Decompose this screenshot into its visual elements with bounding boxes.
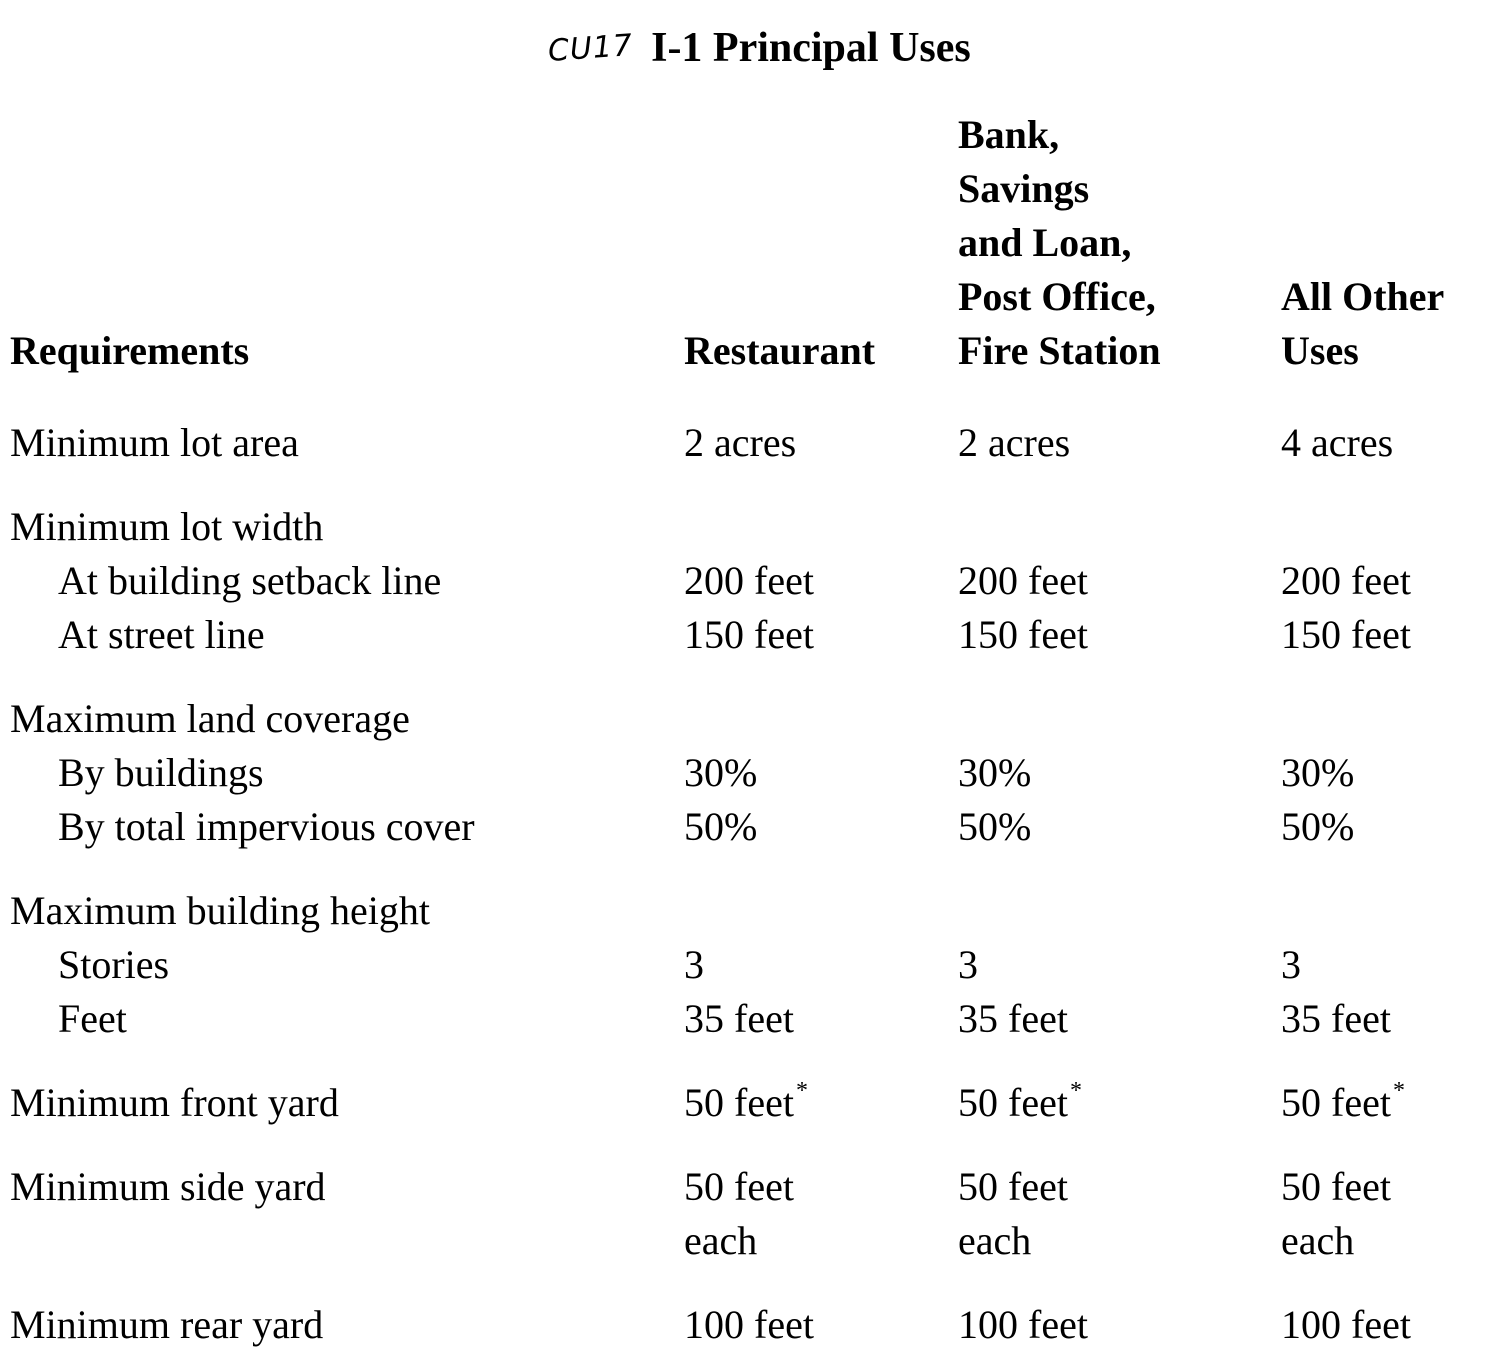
row-label: Stories xyxy=(58,942,170,987)
row-label: Minimum side yard xyxy=(10,1164,326,1209)
cell-restaurant: 50 feet each xyxy=(684,1164,794,1263)
table-row xyxy=(10,1046,1505,1130)
cell-restaurant: 200 feet xyxy=(684,558,814,603)
cell-restaurant xyxy=(684,1046,958,1130)
footnote-mark: * xyxy=(1069,1078,1082,1104)
cell-other: 30% xyxy=(1281,750,1355,795)
table-row xyxy=(10,1268,1505,1352)
table-row xyxy=(10,992,1505,1046)
requirements-table xyxy=(10,108,1505,1352)
row-label: At street line xyxy=(58,612,265,657)
column-header-other: All Other Uses xyxy=(1281,274,1445,373)
cell-other xyxy=(1281,1046,1505,1130)
table-row xyxy=(10,746,1505,800)
cell-value: 50 feet xyxy=(684,1080,794,1125)
cell-other: 50 feet each xyxy=(1281,1164,1391,1263)
row-label: Minimum rear yard xyxy=(10,1302,324,1347)
row-label: At building setback line xyxy=(58,558,442,603)
cell-other: 3 xyxy=(1281,942,1301,987)
cell-other: 35 feet xyxy=(1281,996,1391,1041)
column-header-restaurant: Restaurant xyxy=(684,328,876,373)
cell-value: 50 feet xyxy=(1281,1080,1391,1125)
cell-bank: 2 acres xyxy=(958,420,1071,465)
table-row xyxy=(10,608,1505,662)
row-label: By buildings xyxy=(58,750,264,795)
row-group-label: Minimum lot width xyxy=(10,504,324,549)
row-label: Minimum front yard xyxy=(10,1080,339,1125)
table-row xyxy=(10,1130,1505,1268)
table-header-row xyxy=(10,108,1505,386)
column-header-bank: Bank, Savings and Loan, Post Office, Fire Station xyxy=(958,112,1161,373)
footnote-mark: * xyxy=(795,1078,808,1104)
cell-restaurant: 30% xyxy=(684,750,758,795)
cell-restaurant: 50% xyxy=(684,804,758,849)
cell-restaurant: 2 acres xyxy=(684,420,797,465)
table-row xyxy=(10,470,1505,554)
cell-bank xyxy=(958,1046,1281,1130)
cell-bank: 150 feet xyxy=(958,612,1088,657)
cell-bank: 50% xyxy=(958,804,1032,849)
cell-bank: 200 feet xyxy=(958,558,1088,603)
cell-bank: 3 xyxy=(958,942,978,987)
cell-restaurant: 35 feet xyxy=(684,996,794,1041)
cell-restaurant: 100 feet xyxy=(684,1302,814,1347)
table-row xyxy=(10,854,1505,938)
cell-bank: 35 feet xyxy=(958,996,1068,1041)
cell-other: 50% xyxy=(1281,804,1355,849)
row-label: By total impervious cover xyxy=(58,804,475,849)
row-group-label: Maximum building height xyxy=(10,888,430,933)
table-row xyxy=(10,386,1505,470)
handwritten-annotation: CU17 xyxy=(546,27,635,69)
column-header-requirements: Requirements xyxy=(10,328,250,373)
cell-other: 150 feet xyxy=(1281,612,1411,657)
cell-restaurant: 3 xyxy=(684,942,704,987)
cell-other: 200 feet xyxy=(1281,558,1411,603)
row-label: Minimum lot area xyxy=(10,420,299,465)
table-row xyxy=(10,938,1505,992)
table-row xyxy=(10,800,1505,854)
table-row xyxy=(10,662,1505,746)
table-row xyxy=(10,554,1505,608)
cell-value: 50 feet xyxy=(958,1080,1068,1125)
cell-other: 100 feet xyxy=(1281,1302,1411,1347)
cell-bank: 30% xyxy=(958,750,1032,795)
row-label: Feet xyxy=(58,996,127,1041)
title-area xyxy=(548,18,971,78)
footnote-mark: * xyxy=(1392,1078,1405,1104)
cell-other: 4 acres xyxy=(1281,420,1394,465)
row-group-label: Maximum land coverage xyxy=(10,696,410,741)
page-title: I-1 Principal Uses xyxy=(651,25,971,71)
cell-bank: 100 feet xyxy=(958,1302,1088,1347)
cell-restaurant: 150 feet xyxy=(684,612,814,657)
cell-bank: 50 feet each xyxy=(958,1164,1068,1263)
